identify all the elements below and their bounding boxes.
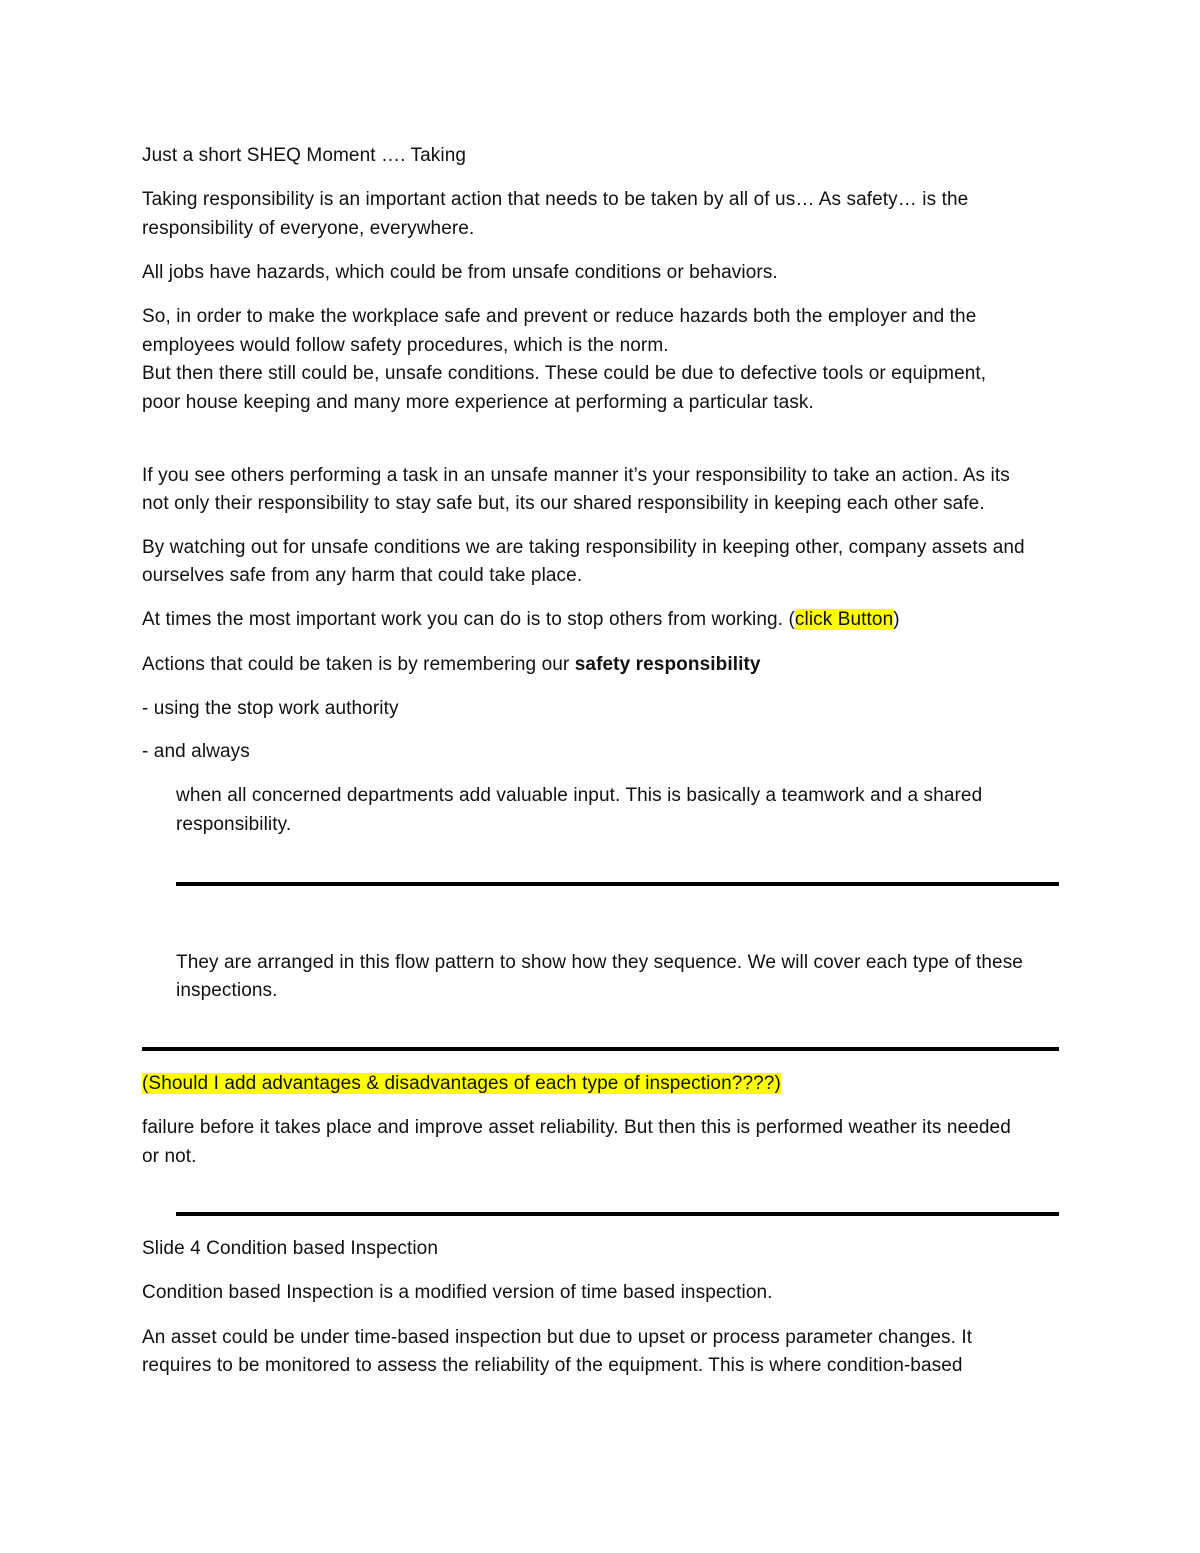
horizontal-rule-1 [176,882,1059,886]
paragraph-10-highlight: (Should I add advantages & disadvantages of each type of inspection????) [142,1073,781,1094]
paragraph-3-line-3: But then there still could be, unsafe conditions. These could be due to defective tools or equipment, [142,363,987,384]
open-paren: ( [788,609,795,630]
paragraph-3-line-1: So, in order to make the workplace safe and prevent or reduce hazards both the employer and the [142,306,977,327]
horizontal-rule-3 [176,1212,1059,1216]
paragraph-2: All jobs have hazards, which could be from unsafe conditions or behaviors. [142,262,778,283]
paragraph-5-line-1: By watching out for unsafe conditions we are taking responsibility in keeping other, company assets and [142,537,1025,558]
click-button-highlight: click Button [794,609,894,630]
paragraph-8-line-2: responsibility. [176,814,292,835]
paragraph-4-line-2: not only their responsibility to stay safe but, its our shared responsibility in keeping each other safe. [142,493,985,514]
title-line: Just a short SHEQ Moment …. Taking [142,145,467,166]
paragraph-9-line-2: inspections. [176,980,278,1001]
bullet-2: - and always [142,741,250,762]
paragraph-3-line-2: employees would follow safety procedures, which is the norm. [142,335,669,356]
paragraph-4-line-1: If you see others performing a task in an unsafe manner it’s your responsibility to take an action. As its [142,465,1010,486]
paragraph-8-line-1: when all concerned departments add valuable input. This is basically a teamwork and a shared [176,785,983,806]
paragraph-7-text: Actions that could be taken is by remembering our [142,654,575,675]
paragraph-1-line-1: Taking responsibility is an important action that needs to be taken by all of us… As safety… is the [142,189,969,210]
paragraph-13: Condition based Inspection is a modified version of time based inspection. [142,1282,773,1303]
paragraph-11-line-2: or not. [142,1146,197,1167]
horizontal-rule-2 [142,1047,1059,1051]
paragraph-7-bold: safety responsibility [574,654,761,675]
paragraph-14-line-1: An asset could be under time-based inspection but due to upset or process parameter changes. It [142,1327,973,1348]
bullet-1: - using the stop work authority [142,698,399,719]
paragraph-1-line-2: responsibility of everyone, everywhere. [142,218,475,239]
paragraph-14-line-2: requires to be monitored to assess the reliability of the equipment. This is where condition-based [142,1355,963,1376]
paragraph-10 [142,1070,781,1098]
paragraph-6 [142,606,900,634]
paragraph-11-line-1: failure before it takes place and improve asset reliability. But then this is performed weather its needed [142,1117,1011,1138]
paragraph-9-line-1: They are arranged in this flow pattern to show how they sequence. We will cover each type of these [176,952,1023,973]
paragraph-3-line-4: poor house keeping and many more experience at performing a particular task. [142,392,814,413]
paragraph-12: Slide 4 Condition based Inspection [142,1238,438,1259]
paragraph-6-text: At times the most important work you can do is to stop others from working. [142,609,789,630]
paragraph-7 [142,651,761,679]
paragraph-5-line-2: ourselves safe from any harm that could take place. [142,565,583,586]
close-paren: ) [893,609,900,630]
